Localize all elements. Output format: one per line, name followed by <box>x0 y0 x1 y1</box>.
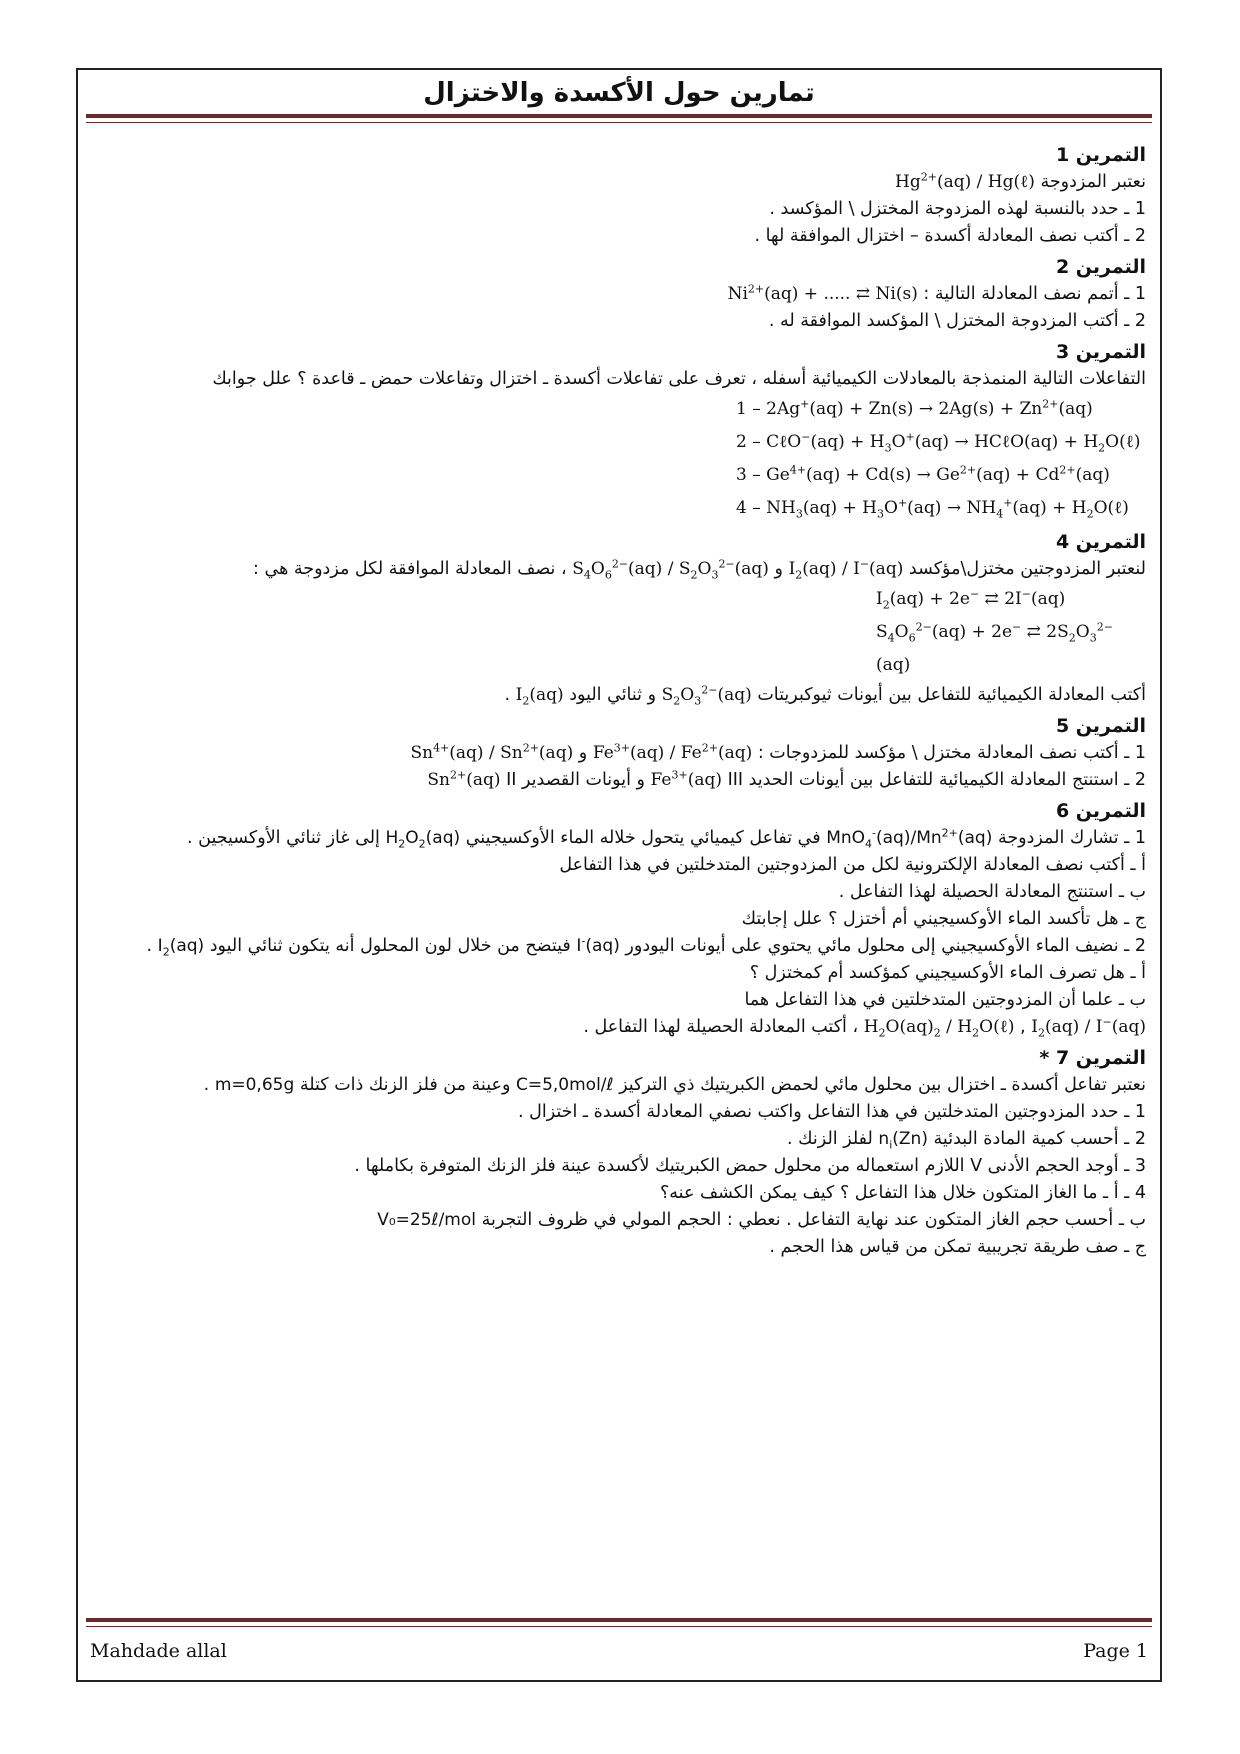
equation: $Sn^{2+}(aq)$ <box>427 768 501 790</box>
exercise-7-heading: التمرين 7 * <box>1039 1047 1146 1069</box>
equation: $4 - NH_3(aq) + H_3O^+(aq) \to NH_4^+(aq)$ + $H_2O(\ell)$ <box>736 496 1129 521</box>
footer-author: Mahdade allal <box>90 1640 227 1662</box>
exercise-6-qc: ج ـ هل تأكسد الماء الأوكسيجيني أم أختزل ؟ علل إجابتك <box>741 909 1146 929</box>
molar-volume-value: V₀=25ℓ/mol <box>377 1210 476 1230</box>
exercise-6-q2: 2 ـ نضيف الماء الأوكسيجيني إلى محلول مائي يحتوي على أيونات اليودور I-(aq) فيتضح من خلال لون المحلول أنه يتكون ثنائي اليود $I_2(aq)$ . <box>146 934 1146 959</box>
exercise-3-heading: التمرين 3 <box>1055 341 1146 363</box>
title-rule <box>86 114 1152 123</box>
exercise-6-q2a: أ ـ هل تصرف الماء الأوكسيجيني كمؤكسد أم كمختزل ؟ <box>749 963 1146 983</box>
equation: 2 – CℓO−(aq) + $H_3O^+(aq)$ → HCℓO(aq) + $H_2O(\ell)$ <box>736 430 1141 455</box>
equation: $H_2O(aq)_2$ / $H_2O(\ell)$ <box>863 1017 1015 1040</box>
exercise-1-q1: 1 ـ حدد بالنسبة لهذه المزدوجة المختزل \ المؤكسد . <box>769 199 1146 219</box>
equation: $Ni^{2+}(aq)$ + ..... ⇄ Ni(s) <box>727 282 918 304</box>
page-title: تمارين حول الأكسدة والاختزال <box>423 78 815 108</box>
concentration-value: C=5,0mol/ℓ <box>515 1075 614 1095</box>
equation: $I_2(aq) + 2e^-$ ⇄ 2I−(aq) <box>876 587 1066 612</box>
exercise-3-text: التفاعلات التالية المنمذجة بالمعادلات الكيميائية أسفله ، تعرف على تفاعلات أكسدة ـ اختزال وتفاعلات حمض ـ قاعدة ؟ علل جوابك <box>212 369 1146 389</box>
equation: $Fe^{3+}(aq) / Fe^{2+}(aq)$ <box>592 741 753 763</box>
exercise-3-equations <box>96 393 1146 525</box>
exercise-1-intro: نعتبر المزدوجة $Hg^{2+}(aq)$ / Hg(ℓ) <box>895 170 1146 192</box>
footer-page-number: Page 1 <box>1083 1640 1148 1662</box>
equation: $Sn^{4+}(aq) / Sn^{2+}(aq)$ <box>410 741 574 763</box>
exercise-7-q4: 4 ـ أ ـ ما الغاز المتكون خلال هذا التفاعل ؟ كيف يمكن الكشف عنه؟ <box>660 1183 1146 1203</box>
equation: $I_2(aq) / I^-(aq)$ <box>1031 1015 1146 1040</box>
exercise-1-heading: التمرين 1 <box>1055 144 1146 166</box>
exercise-7-q1: 1 ـ حدد المزدوجتين المتدخلتين في هذا التفاعل واكتب نصفي المعادلة أكسدة ـ اختزال . <box>518 1102 1146 1122</box>
equation: $3 - Ge^{4+}(aq) + Cd(s) \to Ge^{2+}(aq) + Cd^{2+}(aq)$ <box>736 463 1110 485</box>
exercise-6-q2b: ب ـ علما أن المزدوجتين المتدخلتين في هذا التفاعل هما <box>744 990 1146 1010</box>
equation: $S_2O_3^{2-}(aq)$ <box>661 683 752 708</box>
exercise-4-heading: التمرين 4 <box>1055 531 1146 553</box>
exercise-4-intro: لنعتبر المزدوجتين مختزل\مؤكسد $I_2(aq) / I^-(aq)$ و $S_4O_6^{2-}(aq) / S_2O_3^{2-}(aq)$ ، نصف المعادلة الموافقة لكل مزدوجة هي : <box>253 557 1146 582</box>
exercise-2-heading: التمرين 2 <box>1055 256 1146 278</box>
equation: $I_2(aq)$ <box>157 936 205 959</box>
equation: $H_2O_2(aq)$ <box>385 828 461 851</box>
equation: $I_2(aq) / I^-(aq)$ <box>788 557 904 582</box>
exercise-7-intro: نعتبر تفاعل أكسدة ـ اختزال بين محلول مائي لحمض الكبريتيك ذي التركيز C=5,0mol/ℓ وعينة من فلز الزنك ذات كتلة m=0,65g . <box>203 1075 1146 1095</box>
equation: $Fe^{3+}(aq)$ <box>650 768 722 790</box>
footer-rule <box>86 1618 1152 1627</box>
exercise-4-equations <box>96 583 1146 682</box>
exercise-7-q2: 2 ـ أحسب كمية المادة البدئية $n_i(Zn)$ لفلز الزنك . <box>787 1129 1146 1152</box>
exercise-6-heading: التمرين 6 <box>1055 800 1146 822</box>
exercise-6-q1: 1 ـ تشارك المزدوجة $MnO_4^-(aq)/Mn^{2+}(aq)$ في تفاعل كيميائي يتحول خلاله الماء الأوكسيجيني $H_2O_2(aq)$ إلى غاز ثنائي الأوكسيجين . <box>187 826 1146 851</box>
exercise-6-q2b-couples: $I_2(aq) / I^-(aq)$ , $H_2O(aq)_2$ / $H_2O(\ell)$ ، أكتب المعادلة الحصيلة لهذا التفاعل . <box>583 1015 1146 1040</box>
equation: $Hg^{2+}(aq)$ / Hg(ℓ) <box>895 170 1035 192</box>
equation: $1 - 2Ag^+(aq) + Zn(s) \to 2Ag(s) + Zn^{2+}(aq)$ <box>736 397 1093 419</box>
equation: $S_4O_6^{2-}(aq) + 2e^-$ ⇄ $2S_2O_3^{2-}(aq)$ <box>876 620 1113 675</box>
exercise-4-question: أكتب المعادلة الكيميائية للتفاعل بين أيونات ثيوكبريتات $S_2O_3^{2-}(aq)$ و ثنائي اليود $I_2(aq)$ . <box>504 683 1146 708</box>
equation: I-(aq) <box>576 934 620 956</box>
exercise-7-q4b: ب ـ أحسب حجم الغاز المتكون عند نهاية التفاعل . نعطي : الحجم المولي في ظروف التجربة V₀=25ℓ/mol <box>377 1210 1146 1230</box>
exercise-6-qa: أ ـ أكتب نصف المعادلة الإلكترونية لكل من المزدوجتين المتدخلتين في هذا التفاعل <box>559 855 1146 875</box>
exercise-5-q2: 2 ـ استنتج المعادلة الكيميائية للتفاعل بين أيونات الحديد III $Fe^{3+}(aq)$ و أيونات القصدير II $Sn^{2+}(aq)$ <box>427 768 1146 790</box>
page-frame <box>76 68 1162 1682</box>
exercise-7-q4c: ج ـ صف طريقة تجريبية تمكن من قياس هذا الحجم . <box>769 1237 1146 1257</box>
exercise-7-q3: 3 ـ أوجد الحجم الأدنى V اللازم استعماله من محلول حمض الكبريتيك لأكسدة عينة فلز الزنك المتوفرة بكاملها . <box>354 1156 1146 1176</box>
equation: $S_4O_6^{2-}(aq) / S_2O_3^{2-}(aq)$ <box>572 557 769 582</box>
document-body <box>96 138 1146 1261</box>
equation: $n_i(Zn)$ <box>878 1129 928 1152</box>
exercise-6-qb: ب ـ استنتج المعادلة الحصيلة لهذا التفاعل . <box>838 882 1146 902</box>
equation: $I_2(aq)$ <box>515 685 564 708</box>
exercise-1-q2: 2 ـ أكتب نصف المعادلة أكسدة – اختزال الموافقة لها . <box>754 226 1146 246</box>
exercise-2-q2: 2 ـ أكتب المزدوجة المختزل \ المؤكسد الموافقة له . <box>768 311 1146 331</box>
equation: $MnO_4^-(aq)/Mn^{2+}(aq)$ <box>826 826 993 851</box>
exercise-2-q1: 1 ـ أتمم نصف المعادلة التالية : $Ni^{2+}(aq)$ + ..... ⇄ Ni(s) <box>727 282 1146 304</box>
exercise-5-q1: 1 ـ أكتب نصف المعادلة مختزل \ مؤكسد للمزدوجات : $Fe^{3+}(aq) / Fe^{2+}(aq)$ و $Sn^{4+}(aq) / Sn^{2+}(aq)$ <box>410 741 1146 763</box>
exercise-5-heading: التمرين 5 <box>1055 715 1146 737</box>
mass-value: m=0,65g <box>214 1075 295 1095</box>
